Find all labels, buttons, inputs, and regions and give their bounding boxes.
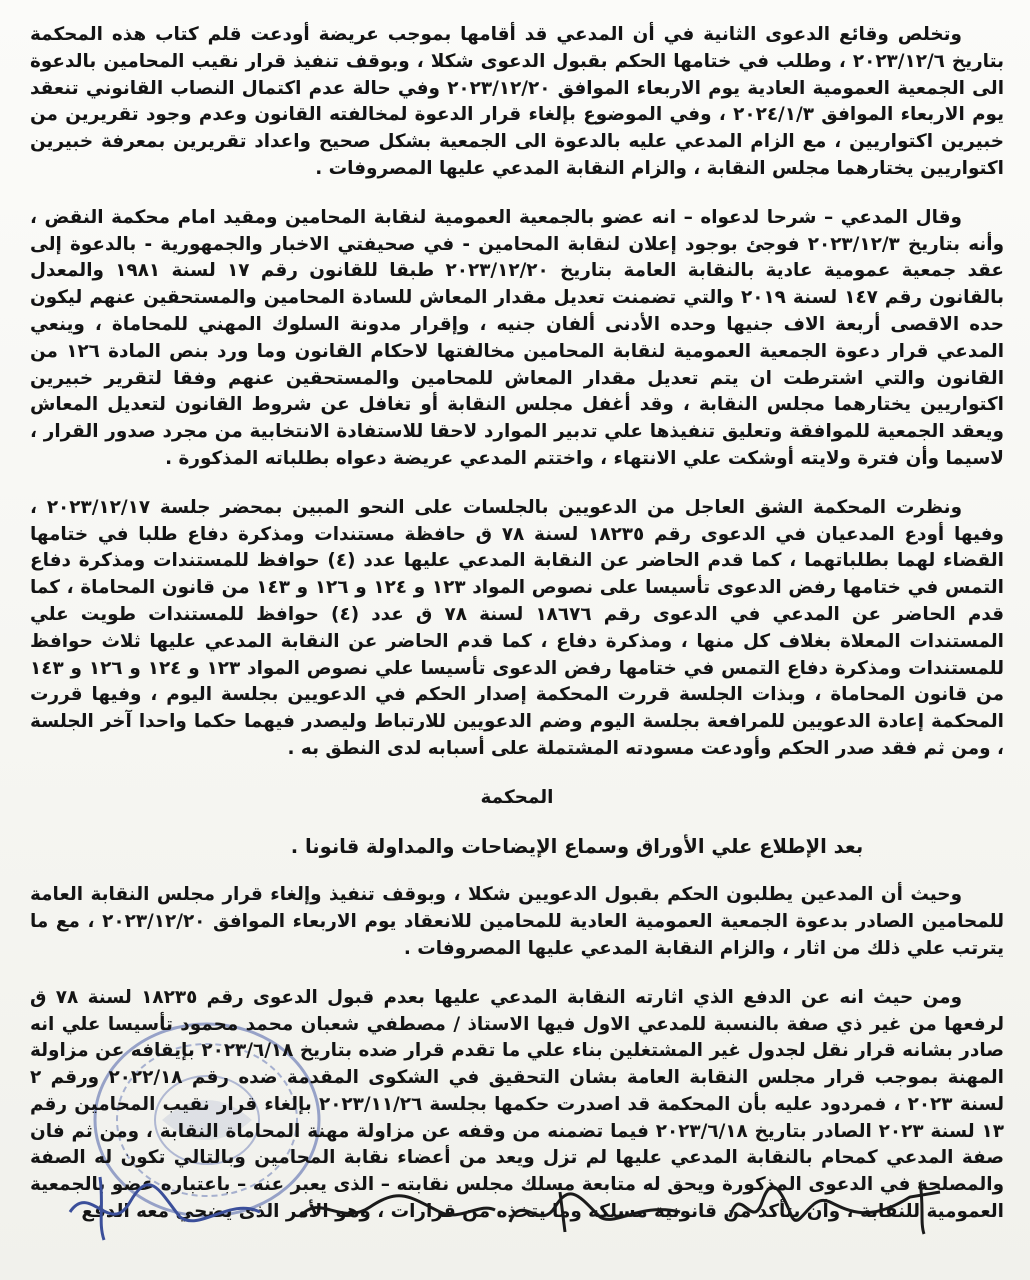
paragraph-court-proceedings: ونظرت المحكمة الشق العاجل من الدعويين بالجلسات على النحو المبين بمحضر جلسة ٢٠٢٣/١٢/١٧ ، وفيها أودع المدعيان في الدعوى رقم ١٨٢٣٥ لسنة ٧٨ ق حافظة مستندات ومذكرة دفاع طلبا في ختامها القضاء لهما بطلباتهما ، كما قدم الحاضر عن النقابة المدعي عليها عدد (٤) حوافظ للمستندات ومذكرة دفاع التمس في ختامها رفض الدعوى تأسيسا على نصوص المواد ١٢٣ و ١٢٤ و ١٢٦ و ١٤٣ من قانون المحاماة ، كما قدم الحاضر عن المدعي في الدعوى رقم ١٨٦٧٦ لسنة ٧٨ ق عدد (٤) حوافظ للمستندات طويت علي المستندات المعلاة بغلاف كل منها ، ومذكرة دفاع ، كما قدم الحاضر عن النقابة المدعي عليها ثلاث حوافظ للمستندات ومذكرة دفاع التمس في ختامها رفض الدعوى تأسيسا علي نصوص المواد ١٢٣ و ١٢٤ و ١٢٦ و ١٤٣ من قانون المحاماة ، وبذات الجلسة قررت المحكمة إصدار الحكم في الدعويين بجلسة اليوم ، وفيها قررت المحكمة إعادة الدعويين للمرافعة بجلسة اليوم وضم الدعويين للارتباط وليصدر فيهما حكما واحدا آخر الجلسة ، ومن ثم فقد صدر الحكم وأودعت مسودته المشتملة على أسبابه لدى النطق به .: [30, 496, 1004, 759]
paragraph-plaintiff-claims: وقال المدعي – شرحا لدعواه – انه عضو بالجمعية العمومية لنقابة المحامين ومقيد امام محكمة النقض ، وأنه بتاريخ ٢٠٢٣/١٢/٣ فوجئ بوجود إعلان لنقابة المحامين - في صحيفتي الاخبار والجمهورية - بالدعوة إلى عقد جمعية عمومية عادية بالنقابة العامة بتاريخ ٢٠٢٣/١٢/٢٠ طبقا للقانون رقم ١٧ لسنة ١٩٨١ والمعدل بالقانون رقم ١٤٧ لسنة ٢٠١٩ والتي تضمنت تعديل مقدار المعاش للسادة المحامين والمستحقين عنهم ليكون حده الاقصى أربعة الاف جنيها وحده الأدنى ألفان جنيه ، وإقرار مدونة السلوك المهني للمحاماة ، وينعي المدعي قرار دعوة الجمعية العمومية لنقابة المحامين مخالفتها لاحكام القانون وما ورد بنص المادة ١٢٦ من القانون والتي اشترطت ان يتم تعديل مقدار المعاش للمحامين والمستحقين عنهم وفقا لتقرير خبيرين اكتواريين يختارهما مجلس النقابة ، وقد أغفل مجلس النقابة أو تغافل عن شروط القانون لتعديل المعاش ويعقد الجمعية للموافقة وتعليق تنفيذها علي تدبير الموارد لاحقا للاستفادة الانتخابية من مجرد صدور القرار ، لاسيما وأن فترة ولايته أوشكت علي الانتهاء ، واختتم المدعي عريضة دعواه بطلباته المذكورة .: [30, 206, 1005, 469]
paragraph-case-facts: وتخلص وقائع الدعوى الثانية في أن المدعي قد أقامها بموجب عريضة أودعت قلم كتاب هذه المحكمة بتاريخ ٢٠٢٣/١٢/٦ ، وطلب في ختامها الحكم بقبول الدعوى شكلا ، وبوقف تنفيذ قرار نقيب المحامين بالدعوة الى الجمعية العمومية العادية يوم الاربعاء الموافق ٢٠٢٣/١٢/٢٠ وفي حالة عدم اكتمال النصاب القانوني تنعقد يوم الاربعاء الموافق ٢٠٢٤/١/٣ ، وفي الموضوع بإلغاء قرار الدعوة لمخالفته القانون وعدم وجود تقريرين من خبيرين اكتواريين ، مع الزام المدعي عليه بالدعوة الى الجمعية بشكل صحيح واعداد تقريرين بمعرفة خبيرين اكتواريين يختارهما مجلس النقابة ، والزام النقابة المدعي عليها المصروفات .: [30, 24, 1004, 179]
signatures-row: [40, 1162, 990, 1252]
document-body: [30, 22, 1004, 1248]
paragraph-requests: وحيث أن المدعين يطلبون الحكم بقبول الدعويين شكلا ، وبوقف تنفيذ وإلغاء قرار مجلس النقابة العامة للمحامين الصادر بدعوة الجمعية العمومية العادية للمحامين للانعقاد يوم الاربعاء الموافق ٢٠٢٣/١٢/٢٠ ، مع ما يترتب علي ذلك من اثار ، والزام النقابة المدعي عليها المصروفات .: [30, 884, 1005, 959]
paragraph-defense-response: ومن حيث انه عن الدفع الذي اثارته النقابة المدعي عليها بعدم قبول الدعوى رقم ١٨٢٣٥ لسنة ٧٨ ق لرفعها من غير ذي صفة بالنسبة للمدعي الاول فيها الاستاذ / مصطفي شعبان محمد محمود تأسيسا علي انه صادر بشانه قرار نقل لجدول غير المشتغلين بناء علي ما تقدم قرار ضده بتاريخ ٢٠٢٣/٦/١٨ بإيقافه عن مزاولة المهنة بموجب قرار مجلس النقابة العامة بشان التحقيق في الشكوى المقدمة ضده رقم ٢٠٢٢/١٨ ورقم ٢ لسنة ٢٠٢٣ ، فمردود عليه بأن المحكمة قد اصدرت حكمها بجلسة ٢٠٢٣/١١/٢٦ بإلغاء قرار نقيب المحامين رقم ١٣ لسنة ٢٠٢٣ الصادر بتاريخ ٢٠٢٣/٦/١٨ فيما تضمنه من وقفه عن مزاولة مهنة المحاماة النقابة ، ومن ثم فان صفة المدعي كمحام بالنقابة المدعي عليها لم تزل ويعد من أعضاء نقابة المحامين وبالتالي تكون له الصفة والمصلحة في الدعوى المذكورة ويحق له متابعة مسلك مجلس نقابته – الذى يعبر عنه – باعتباره عضو بالجمعية العمومية للنقابة ، وأن يتأكد من قانونية مسلكه وما يتخذه من قرارات ، وهو الأمر الذى يضحي معه الدفع: [30, 986, 1004, 1223]
signature-1: [730, 1182, 940, 1234]
signature-2: [510, 1192, 680, 1232]
signature-3: [300, 1196, 495, 1217]
signature-4: [70, 1177, 260, 1240]
section-heading-court: المحكمة: [480, 786, 554, 808]
section-subheading: بعد الإطلاع علي الأوراق وسماع الإيضاحات والمداولة قانونا .: [290, 834, 864, 858]
